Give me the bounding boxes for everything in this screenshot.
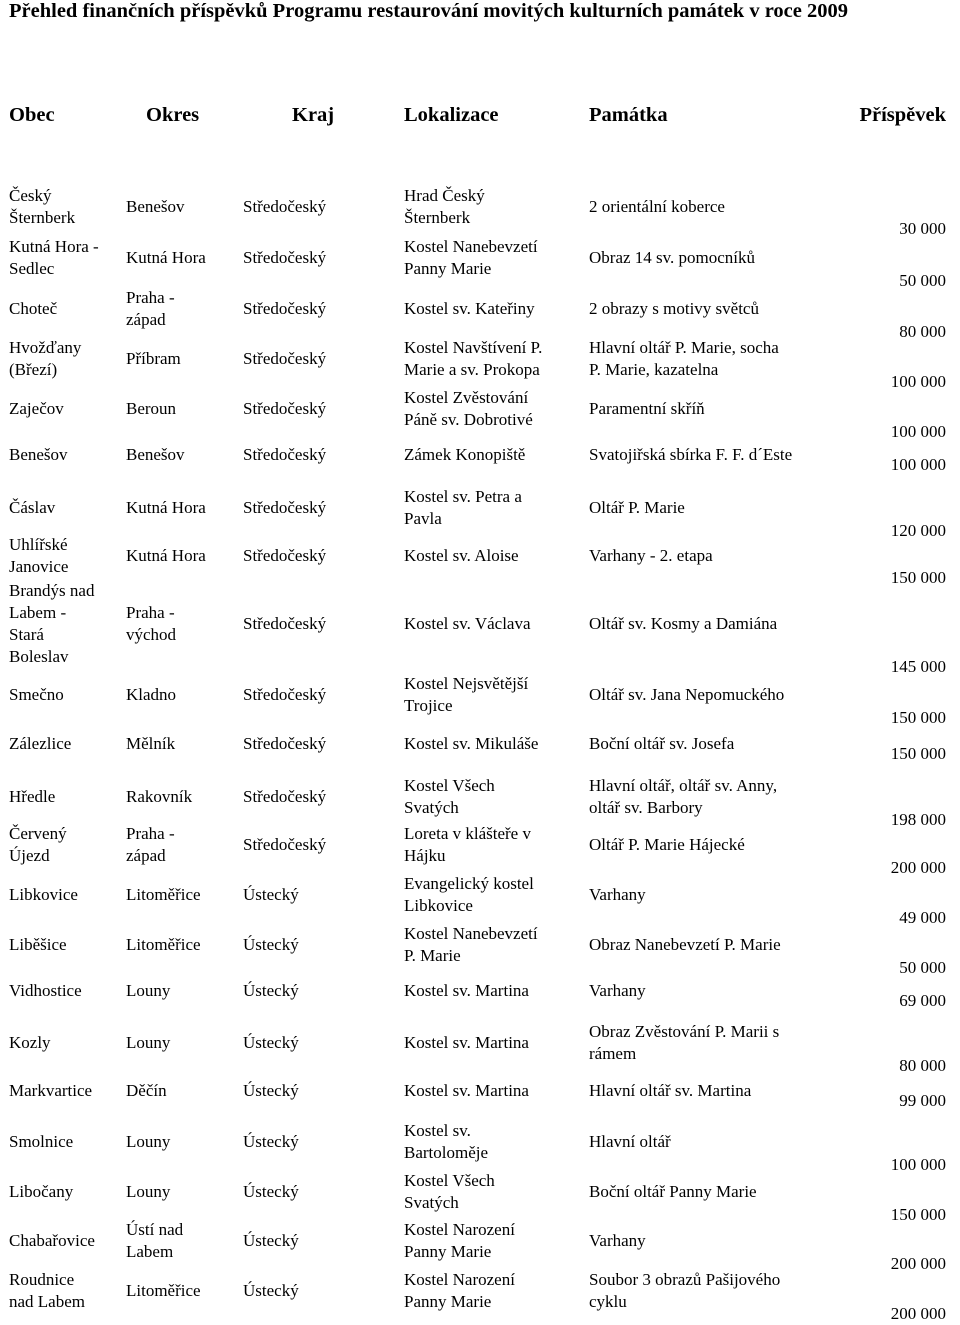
cell-kraj: Středočeský (243, 299, 327, 318)
cell-kraj: Ústecký (243, 1032, 299, 1052)
cell-okres: Litoměřice (126, 1280, 201, 1300)
cell-okres: Benešov (126, 196, 185, 216)
cell-okres: Praha - západ (126, 823, 175, 865)
cell-lokalizace: Kostel sv. Bartoloměje (404, 1120, 489, 1162)
cell-okres: Louny (126, 1032, 171, 1052)
cell-obec: Kozly (9, 1032, 51, 1052)
cell-kraj: Středočeský (243, 348, 327, 368)
cell-pamatka: Obraz Zvěstování P. Marii s rámem (589, 1021, 780, 1063)
cell-kraj: Středočeský (243, 445, 327, 464)
cell-lokalizace: Kostel sv. Martina (404, 1032, 529, 1052)
cell-pamatka: Varhany (589, 1230, 646, 1250)
cell-okres: Louny (126, 1181, 171, 1201)
cell-okres: Příbram (126, 348, 181, 368)
cell-obec: Vidhostice (9, 981, 82, 1000)
cell-okres: Kutná Hora (126, 545, 206, 565)
cell-kraj: Středočeský (243, 545, 327, 565)
cell-lokalizace: Kostel Zvěstování Páně sv. Dobrotivé (404, 387, 533, 429)
cell-obec: Smečno (9, 684, 64, 704)
cell-obec: Uhlířské Janovice (9, 534, 69, 576)
cell-kraj: Středočeský (243, 684, 327, 704)
cell-kraj: Středočeský (243, 614, 327, 633)
cell-lokalizace: Kostel Nanebevzetí P. Marie (404, 923, 538, 965)
cell-okres: Praha - východ (126, 603, 177, 644)
cell-prispevek: 30 000 (899, 219, 946, 238)
cell-kraj: Ústecký (243, 1081, 299, 1100)
cell-lokalizace: Kostel sv. Kateřiny (404, 299, 535, 318)
cell-prispevek: 80 000 (899, 322, 946, 341)
cell-obec: Smolnice (9, 1131, 74, 1151)
cell-pamatka: Varhany (589, 884, 646, 904)
cell-obec: Choteč (9, 299, 58, 318)
cell-pamatka: Obraz 14 sv. pomocníků (589, 247, 756, 267)
cell-lokalizace: Kostel Nejsvětější Trojice (404, 673, 529, 715)
cell-lokalizace: Kostel sv. Václava (404, 614, 531, 633)
cell-obec: Chabařovice (9, 1230, 95, 1250)
cell-okres: Litoměřice (126, 934, 201, 954)
cell-obec: Roudnice nad Labem (9, 1269, 85, 1311)
cell-pamatka: Oltář sv. Jana Nepomuckého (589, 684, 785, 704)
cell-okres: Děčín (126, 1081, 167, 1100)
cell-obec: Hvožďany (Březí) (9, 337, 82, 379)
cell-lokalizace: Kostel Narození Panny Marie (404, 1269, 515, 1311)
cell-okres: Beroun (126, 398, 177, 418)
cell-okres: Louny (126, 981, 171, 1000)
cell-kraj: Středočeský (243, 734, 327, 753)
header-obec: Obec (9, 104, 55, 126)
cell-pamatka: Oltář sv. Kosmy a Damiána (589, 614, 778, 633)
cell-prispevek: 100 000 (890, 1155, 946, 1174)
cell-kraj: Ústecký (243, 1280, 299, 1300)
cell-okres: Kutná Hora (126, 247, 206, 267)
cell-pamatka: 2 obrazy s motivy světců (589, 299, 759, 318)
cell-kraj: Středočeský (243, 247, 327, 267)
cell-obec: Červený Újezd (9, 823, 67, 865)
cell-pamatka: Paramentní skříň (589, 398, 705, 418)
cell-prispevek: 80 000 (899, 1056, 946, 1075)
cell-obec: Kutná Hora - Sedlec (9, 236, 99, 278)
cell-prispevek: 200 000 (890, 1254, 946, 1273)
cell-kraj: Ústecký (243, 981, 299, 1000)
cell-pamatka: Svatojiřská sbírka F. F. d´Este (589, 445, 793, 464)
cell-lokalizace: Kostel sv. Petra a Pavla (404, 486, 522, 528)
cell-kraj: Ústecký (243, 1131, 299, 1151)
cell-prispevek: 200 000 (890, 858, 946, 877)
cell-pamatka: Hlavní oltář P. Marie, socha P. Marie, kazatelna (589, 337, 779, 379)
cell-okres: Ústí nad Labem (126, 1219, 184, 1261)
cell-pamatka: Hlavní oltář, oltář sv. Anny, oltář sv. Barbory (589, 775, 778, 817)
cell-obec: Benešov (9, 445, 68, 464)
cell-kraj: Středočeský (243, 786, 327, 806)
cell-obec: Liběšice (9, 934, 67, 954)
cell-okres: Kladno (126, 684, 177, 704)
cell-obec: Hředle (9, 786, 56, 806)
cell-pamatka: Hlavní oltář sv. Martina (589, 1081, 752, 1100)
cell-kraj: Středočeský (243, 398, 327, 418)
cell-obec: Zálezlice (9, 734, 72, 753)
cell-lokalizace: Loreta v klášteře v Hájku (404, 823, 531, 865)
cell-obec: Libkovice (9, 884, 78, 904)
cell-prispevek: 150 000 (890, 568, 946, 587)
cell-prispevek: 200 000 (890, 1304, 946, 1323)
cell-okres: Kutná Hora (126, 497, 206, 517)
cell-prispevek: 50 000 (899, 271, 946, 290)
cell-obec: Zaječov (9, 398, 64, 418)
cell-prispevek: 50 000 (899, 958, 946, 977)
cell-prispevek: 150 000 (890, 708, 946, 727)
cell-kraj: Ústecký (243, 1181, 299, 1201)
cell-prispevek: 100 000 (890, 422, 946, 441)
cell-lokalizace: Kostel sv. Mikuláše (404, 734, 539, 753)
cell-lokalizace: Kostel sv. Martina (404, 1081, 529, 1100)
cell-pamatka: Oltář P. Marie (589, 497, 685, 517)
cell-lokalizace: Kostel sv. Aloise (404, 545, 519, 565)
cell-pamatka: Boční oltář sv. Josefa (589, 734, 735, 753)
cell-okres: Praha - západ (126, 288, 175, 329)
cell-obec: Libočany (9, 1181, 74, 1201)
cell-pamatka: Varhany (589, 981, 646, 1000)
cell-pamatka: Obraz Nanebevzetí P. Marie (589, 934, 781, 954)
page-title: Přehled finančních příspěvků Programu restaurování movitých kulturních památek v roce 2009 (9, 0, 848, 22)
cell-lokalizace: Kostel Nanebevzetí Panny Marie (404, 236, 538, 278)
cell-obec: Markvartice (9, 1081, 93, 1100)
header-okres: Okres (146, 104, 200, 126)
cell-prispevek: 69 000 (899, 991, 946, 1010)
cell-kraj: Ústecký (243, 1230, 299, 1250)
cell-okres: Louny (126, 1131, 171, 1151)
cell-okres: Mělník (126, 734, 176, 753)
cell-lokalizace: Zámek Konopiště (404, 445, 526, 464)
cell-pamatka: Boční oltář Panny Marie (589, 1181, 757, 1201)
cell-kraj: Středočeský (243, 196, 327, 216)
cell-lokalizace: Hrad Český Šternberk (404, 185, 485, 227)
cell-prispevek: 99 000 (899, 1091, 946, 1110)
cell-pamatka: Soubor 3 obrazů Pašijového cyklu (589, 1269, 781, 1311)
cell-okres: Rakovník (126, 786, 193, 806)
cell-pamatka: Oltář P. Marie Hájecké (589, 834, 745, 854)
cell-lokalizace: Kostel Narození Panny Marie (404, 1219, 515, 1261)
cell-prispevek: 145 000 (890, 657, 946, 676)
cell-obec: Český Šternberk (9, 185, 76, 227)
cell-prispevek: 198 000 (890, 810, 946, 829)
cell-kraj: Středočeský (243, 497, 327, 517)
cell-okres: Litoměřice (126, 884, 201, 904)
cell-prispevek: 150 000 (890, 1205, 946, 1224)
cell-kraj: Ústecký (243, 884, 299, 904)
cell-lokalizace: Kostel sv. Martina (404, 981, 529, 1000)
cell-kraj: Ústecký (243, 934, 299, 954)
cell-prispevek: 150 000 (890, 744, 946, 763)
header-kraj: Kraj (292, 104, 335, 126)
cell-obec: Čáslav (9, 497, 56, 517)
header-lokalizace: Lokalizace (404, 104, 499, 126)
cell-prispevek: 100 000 (890, 455, 946, 474)
cell-pamatka: Hlavní oltář (589, 1131, 671, 1151)
cell-prispevek: 120 000 (890, 521, 946, 540)
cell-pamatka: 2 orientální koberce (589, 196, 725, 216)
cell-prispevek: 100 000 (890, 372, 946, 391)
cell-obec: Brandýs nad Labem - Stará Boleslav (9, 581, 95, 666)
cell-lokalizace: Evangelický kostel Libkovice (404, 873, 534, 915)
cell-lokalizace: Kostel Všech Svatých (404, 775, 495, 817)
header-prispevek: Příspěvek (859, 104, 946, 126)
cell-prispevek: 49 000 (899, 908, 946, 927)
cell-pamatka: Varhany - 2. etapa (589, 545, 713, 565)
cell-kraj: Středočeský (243, 834, 327, 854)
header-pamatka: Památka (589, 104, 668, 126)
cell-lokalizace: Kostel Navštívení P. Marie a sv. Prokopa (404, 337, 543, 379)
cell-lokalizace: Kostel Všech Svatých (404, 1170, 495, 1212)
cell-okres: Benešov (126, 445, 185, 464)
